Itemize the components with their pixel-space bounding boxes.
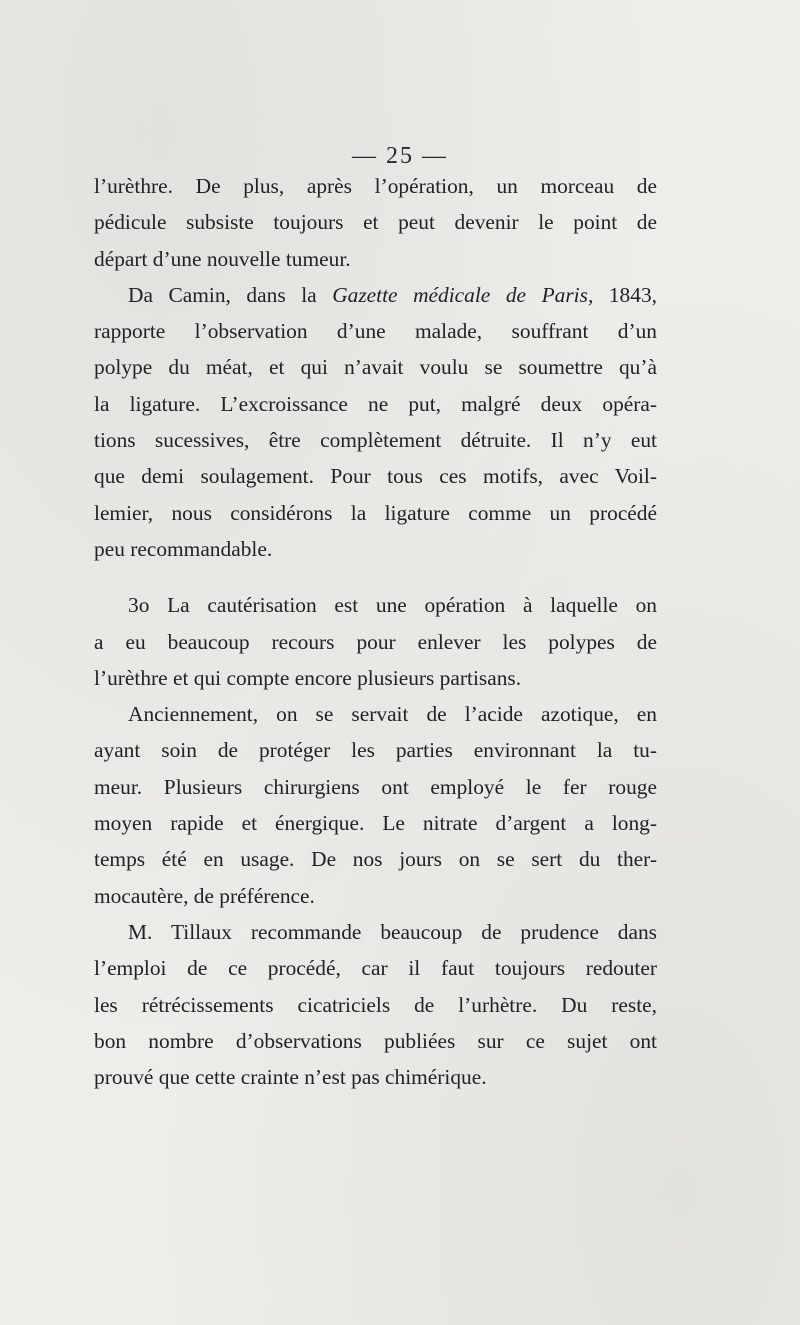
text-line: meur. Plusieurs chirurgiens ont employé le fer rouge [94,774,657,799]
text-line: l’urèthre et qui compte encore plusieurs partisans. [94,665,522,690]
text-line: les rétrécissements cicatriciels de l’urhètre. Du reste, [94,992,657,1017]
page-number: — 25 — [352,143,448,169]
text-line: prouvé que cette crainte n’est pas chimérique. [94,1065,487,1090]
text-line: bon nombre d’observations publiées sur ce sujet ont [94,1028,657,1053]
text-line: ayant soin de protéger les parties environnant la tu- [94,738,657,763]
paragraph-5 [94,914,657,1095]
text-line: tions sucessives, être complètement détruite. Il n’y eut [94,428,657,453]
text-line: l’emploi de ce procédé, car il faut toujours redouter [94,956,657,981]
paragraph-1 [94,168,657,277]
text-run: Da Camin, dans la [128,282,317,307]
text-line: 3o La cautérisation est une opération à laquelle on [128,593,657,618]
text-line: temps été en usage. De nos jours on se sert du ther- [94,847,657,872]
text-line: départ d’une nouvelle tumeur. [94,246,351,271]
text-line: Anciennement, on se servait de l’acide azotique, en [128,702,657,727]
text-line: M. Tillaux recommande beaucoup de prudence dans [128,919,657,944]
body-text [94,168,657,1095]
paragraph-gap [94,567,657,587]
text-line: moyen rapide et énergique. Le nitrate d’argent a long- [94,811,657,836]
text-line: l’urèthre. De plus, après l’opération, un morceau de [94,174,657,198]
text-line [94,277,657,313]
text-line: rapporte l’observation d’une malade, souffrant d’un [94,319,657,344]
text-line: polype du méat, et qui n’avait voulu se soumettre qu’à [94,355,657,380]
paragraph-4 [94,696,657,914]
journal-title: Gazette médicale de Paris, [332,282,594,307]
paragraph-3 [94,587,657,696]
text-line: peu recommandable. [94,536,273,561]
text-run: 1843, [608,282,657,307]
text-line: la ligature. L’excroissance ne put, malgré deux opéra- [94,391,657,416]
paragraph-2 [94,277,657,567]
text-line: a eu beaucoup recours pour enlever les polypes de [94,629,657,654]
text-line: mocautère, de préférence. [94,883,315,908]
text-line: que demi soulagement. Pour tous ces motifs, avec Voil- [94,464,657,489]
text-line: lemier, nous considérons la ligature comme un procédé [94,500,657,525]
text-line: pédicule subsiste toujours et peut devenir le point de [94,210,657,235]
